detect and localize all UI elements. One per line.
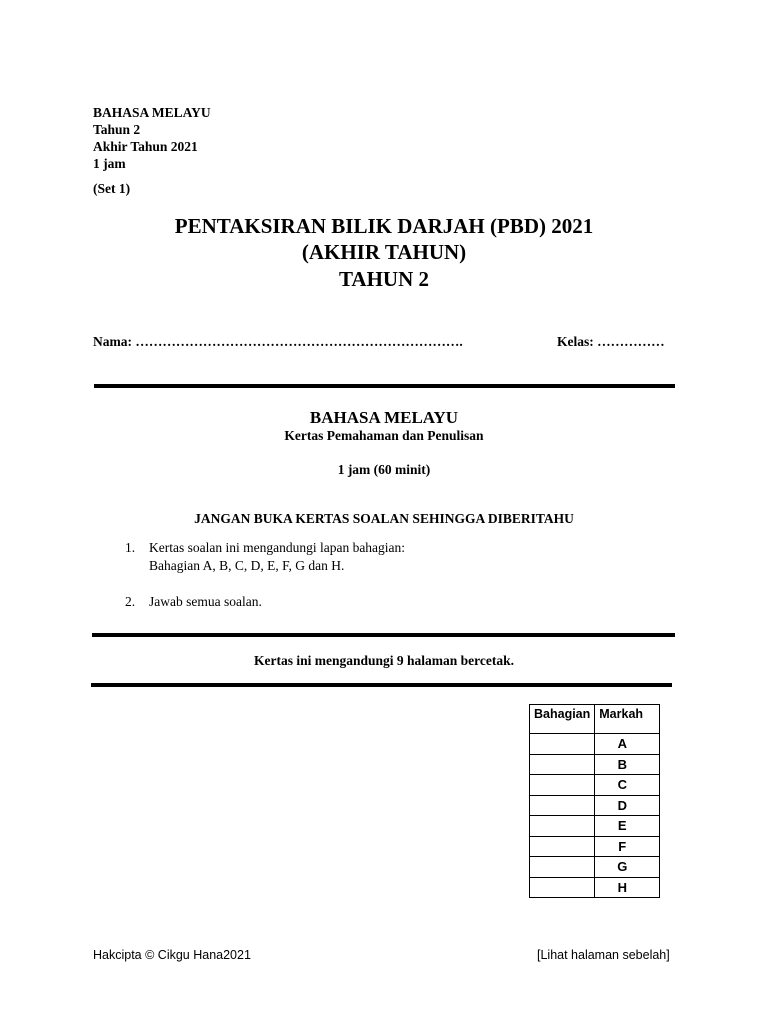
- instruction-line: Kertas soalan ini mengandungi lapan bahagian:: [149, 540, 406, 555]
- set-label: (Set 1): [93, 181, 131, 196]
- marks-table-header: [530, 705, 660, 734]
- header-meta: [93, 104, 211, 172]
- table-cell-section: A: [595, 734, 660, 755]
- table-cell-blank: [530, 877, 595, 898]
- table-cell-blank: [530, 816, 595, 837]
- paper-duration: 1 jam (60 minit): [337, 462, 431, 477]
- table-row: [530, 857, 660, 878]
- instruction-line: Bahagian A, B, C, D, E, F, G dan H.: [149, 558, 345, 573]
- table-cell-blank: [530, 734, 595, 755]
- divider-top: [94, 384, 675, 388]
- header-markah: Markah: [595, 705, 660, 734]
- footer-next-page: [Lihat halaman sebelah]: [537, 948, 670, 962]
- main-title-line3: TAHUN 2: [338, 267, 430, 291]
- marks-table: [529, 704, 660, 898]
- table-row: [530, 795, 660, 816]
- header-term: Akhir Tahun 2021: [93, 139, 198, 154]
- table-row: [530, 816, 660, 837]
- table-cell-blank: [530, 775, 595, 796]
- table-cell-section: B: [595, 754, 660, 775]
- divider-bottom: [91, 683, 672, 687]
- main-title-line2: (AKHIR TAHUN): [301, 240, 467, 264]
- instruction-text: Jawab semua soalan.: [149, 594, 262, 609]
- table-cell-section: C: [595, 775, 660, 796]
- table-cell-blank: [530, 836, 595, 857]
- table-cell-blank: [530, 754, 595, 775]
- header-bahagian: Bahagian: [530, 705, 595, 734]
- table-cell-blank: [530, 795, 595, 816]
- paper-warning: JANGAN BUKA KERTAS SOALAN SEHINGGA DIBERITAHU: [194, 511, 574, 526]
- pages-note: Kertas ini mengandungi 9 halaman bercetak.: [253, 653, 515, 668]
- table-cell-section: D: [595, 795, 660, 816]
- table-row: [530, 877, 660, 898]
- kelas-field: Kelas: ……………: [557, 334, 665, 349]
- header-time: 1 jam: [93, 156, 126, 171]
- paper-subtitle: Kertas Pemahaman dan Penulisan: [284, 428, 484, 443]
- footer-copyright: Hakcipta © Cikgu Hana2021: [93, 948, 251, 962]
- paper-subject: BAHASA MELAYU: [309, 408, 459, 427]
- header-year: Tahun 2: [93, 122, 141, 137]
- table-cell-section: E: [595, 816, 660, 837]
- header-subject: BAHASA MELAYU: [93, 105, 211, 120]
- instruction-number: 2.: [125, 594, 136, 609]
- nama-field: Nama: ……………………………………………………………….: [93, 334, 463, 349]
- table-row: [530, 775, 660, 796]
- table-cell-section: G: [595, 857, 660, 878]
- instruction-text: [149, 539, 405, 575]
- table-row: [530, 754, 660, 775]
- table-cell-section: H: [595, 877, 660, 898]
- main-title: PENTAKSIRAN BILIK DARJAH (PBD) 2021: [174, 214, 594, 238]
- divider-middle: [92, 633, 675, 637]
- table-cell-section: F: [595, 836, 660, 857]
- table-cell-blank: [530, 857, 595, 878]
- table-row: [530, 836, 660, 857]
- table-row: [530, 734, 660, 755]
- instruction-number: 1.: [125, 540, 136, 555]
